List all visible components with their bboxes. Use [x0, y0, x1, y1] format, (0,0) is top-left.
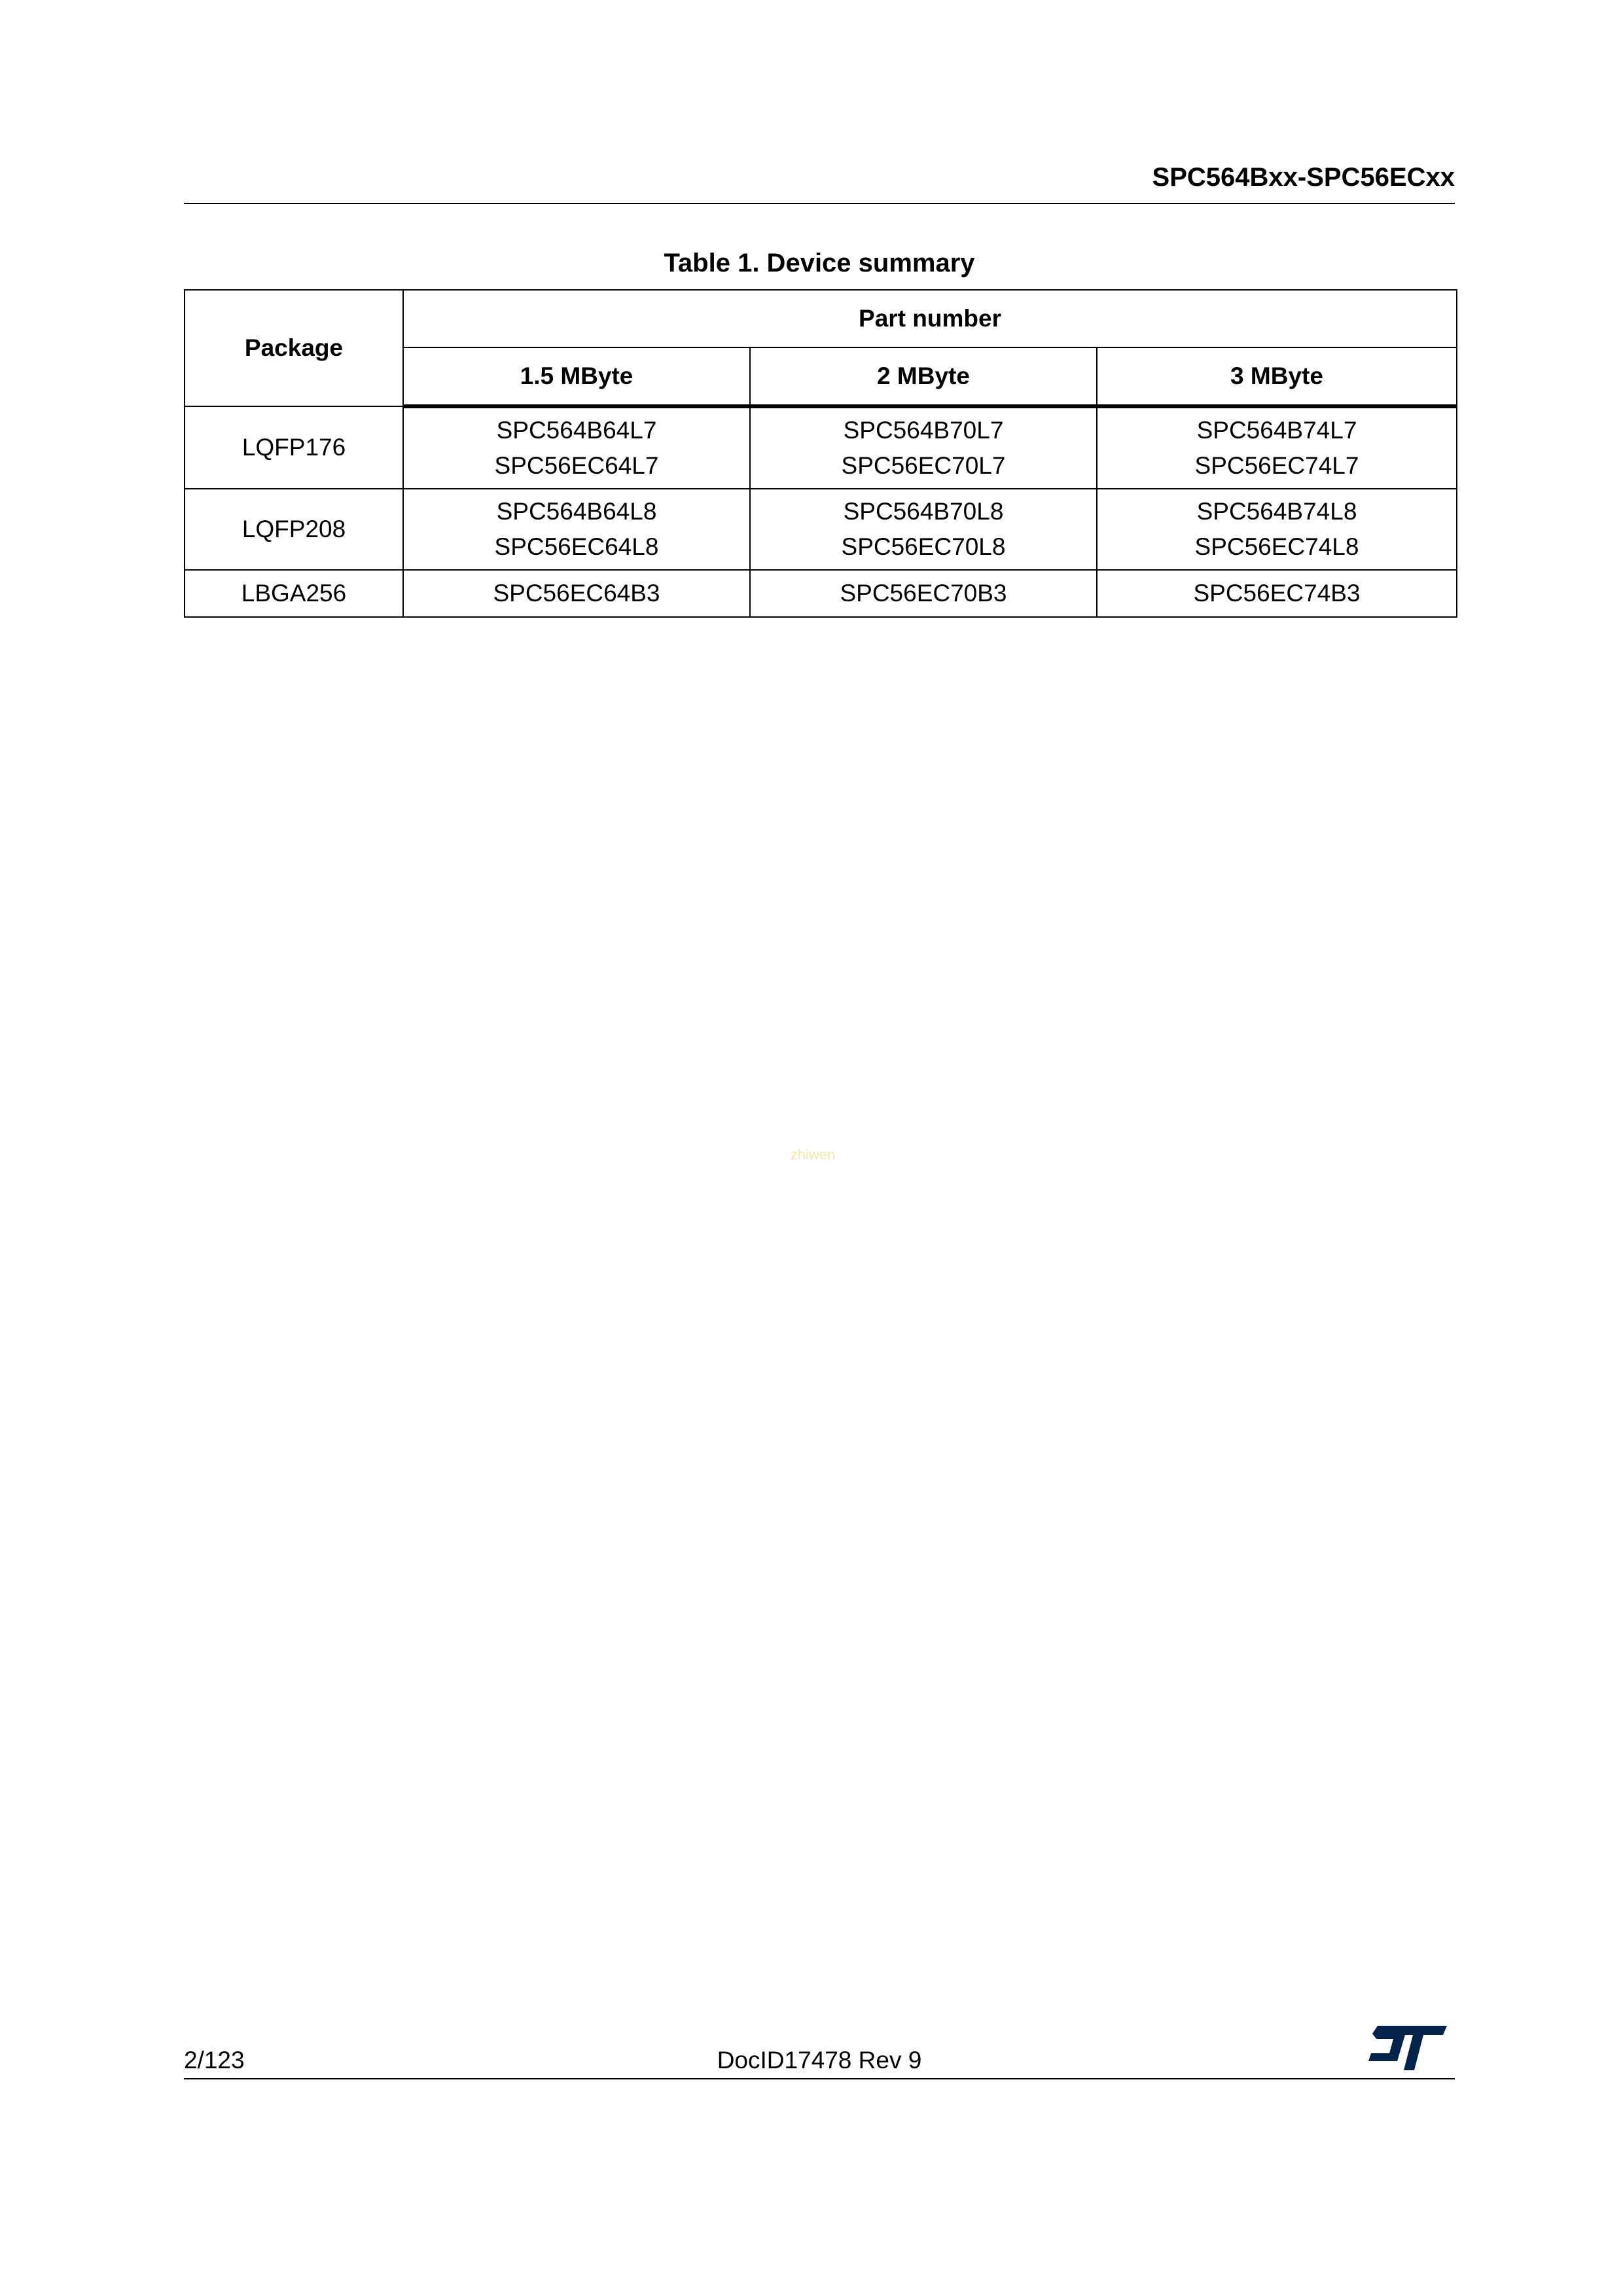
- watermark: zhiwen: [790, 1146, 836, 1163]
- table-row: [185, 489, 1457, 570]
- document-id: DocID17478 Rev 9: [717, 2047, 922, 2074]
- page-footer: [184, 2002, 1455, 2079]
- part-number-cell: [750, 570, 1097, 617]
- part-number: SPC564B74L7: [1196, 417, 1357, 444]
- part-number-cell: [403, 406, 750, 489]
- document-title: SPC564Bxx-SPC56ECxx: [1152, 163, 1455, 192]
- device-summary-table: [184, 289, 1457, 618]
- part-number: SPC56EC74L7: [1194, 452, 1359, 479]
- st-logo-icon: [1368, 2026, 1447, 2070]
- package-cell: LBGA256: [185, 570, 403, 617]
- page-header: [184, 154, 1455, 204]
- table-caption: Table 1. Device summary: [664, 249, 975, 277]
- table-header-row: [185, 290, 1457, 347]
- size-header: 2 MByte: [750, 347, 1097, 406]
- part-number-cell: [750, 406, 1097, 489]
- part-number-cell: [750, 489, 1097, 570]
- part-number: SPC564B64L8: [496, 498, 657, 525]
- package-column-header: Package: [185, 290, 403, 406]
- part-number: SPC564B70L8: [843, 498, 1004, 525]
- part-number: SPC564B64L7: [496, 417, 657, 444]
- part-number: SPC56EC74B3: [1193, 580, 1361, 607]
- size-header: 1.5 MByte: [403, 347, 750, 406]
- part-number-cell: [1097, 570, 1457, 617]
- part-number-cell: [403, 489, 750, 570]
- part-number: SPC56EC70L7: [841, 452, 1006, 479]
- part-number: SPC56EC70L8: [841, 533, 1006, 560]
- part-number-cell: [1097, 489, 1457, 570]
- part-number: SPC56EC64B3: [493, 580, 660, 607]
- part-number-header: Part number: [403, 290, 1457, 347]
- part-number: SPC56EC70B3: [840, 580, 1007, 607]
- package-cell: LQFP176: [185, 406, 403, 489]
- part-number: SPC56EC74L8: [1194, 533, 1359, 560]
- table-row: [185, 570, 1457, 617]
- part-number-cell: [1097, 406, 1457, 489]
- part-number: SPC56EC64L8: [494, 533, 659, 560]
- size-header: 3 MByte: [1097, 347, 1457, 406]
- package-cell: LQFP208: [185, 489, 403, 570]
- part-number-cell: [403, 570, 750, 617]
- page-number: 2/123: [184, 2047, 245, 2074]
- table-row: [185, 406, 1457, 489]
- part-number: SPC56EC64L7: [494, 452, 659, 479]
- part-number: SPC564B70L7: [843, 417, 1004, 444]
- part-number: SPC564B74L8: [1196, 498, 1357, 525]
